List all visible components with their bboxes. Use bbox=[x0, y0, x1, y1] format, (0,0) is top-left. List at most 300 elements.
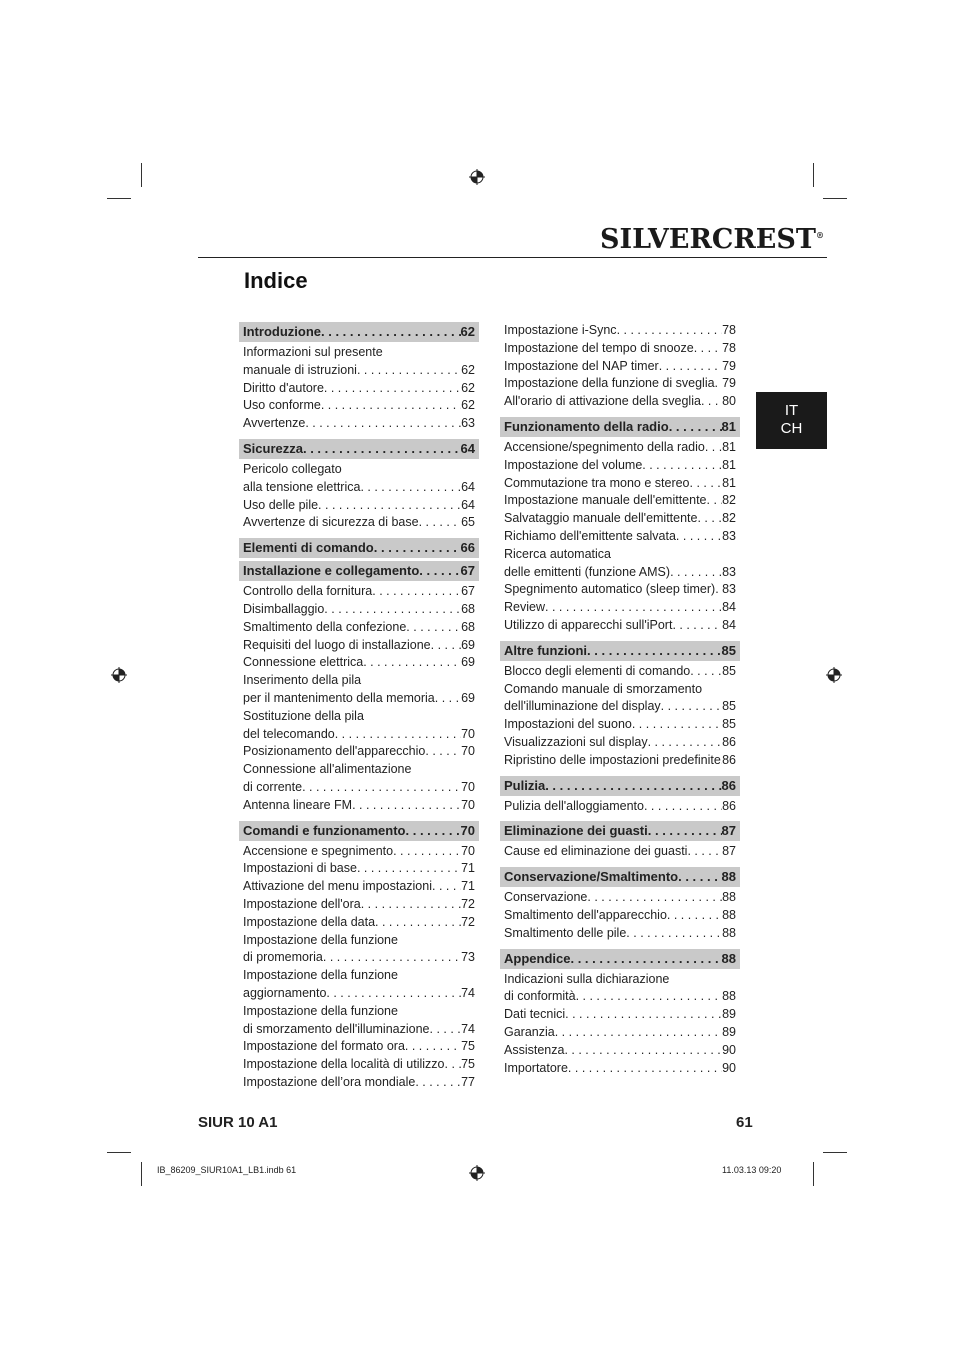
toc-entry bbox=[500, 457, 740, 475]
entry-page: 90 bbox=[722, 1042, 736, 1057]
entry-label-line1: Indicazioni sulla dichiarazione bbox=[504, 971, 670, 986]
toc-entry bbox=[500, 475, 740, 493]
entry-page: 62 bbox=[461, 398, 475, 413]
section-label: Comandi e funzionamento bbox=[243, 822, 406, 838]
toc-entry bbox=[500, 752, 740, 770]
entry-label-line1: Ricerca automatica bbox=[504, 546, 611, 561]
entry-page: 72 bbox=[461, 896, 475, 911]
toc-entry bbox=[239, 344, 479, 380]
entry-page: 74 bbox=[461, 1021, 475, 1036]
section-page: 85 bbox=[721, 642, 736, 658]
crop-mark bbox=[813, 163, 814, 187]
toc-entry bbox=[239, 1003, 479, 1039]
entry-label: di corrente bbox=[243, 779, 303, 794]
leader-dots bbox=[303, 439, 461, 459]
registration-mark-icon bbox=[110, 666, 128, 684]
entry-page: 70 bbox=[461, 744, 475, 759]
entry-page: 86 bbox=[722, 752, 736, 767]
leader-dots bbox=[705, 439, 722, 457]
leader-dots bbox=[576, 988, 723, 1006]
footer-file-name: IB_86209_SIUR10A1_LB1.indb 61 bbox=[157, 1165, 297, 1175]
entry-label: Impostazioni di base bbox=[243, 861, 357, 876]
section-page: 86 bbox=[721, 777, 736, 793]
entry-page: 81 bbox=[722, 475, 736, 490]
entry-page: 88 bbox=[722, 925, 736, 940]
section-label: Pulizia bbox=[504, 777, 546, 793]
entry-label-line1: Connessione all'alimentazione bbox=[243, 762, 412, 777]
toc-entry bbox=[239, 672, 479, 708]
entry-label: Assistenza bbox=[504, 1042, 565, 1057]
leader-dots bbox=[694, 340, 722, 358]
toc-entry bbox=[500, 1024, 740, 1042]
crop-mark bbox=[107, 1152, 131, 1153]
toc-entry bbox=[239, 380, 479, 398]
toc-section-heading bbox=[239, 439, 479, 459]
leader-dots bbox=[690, 663, 722, 681]
leader-dots bbox=[687, 843, 722, 861]
crop-mark bbox=[813, 1162, 814, 1186]
leader-dots bbox=[321, 322, 461, 342]
leader-dots bbox=[425, 743, 461, 761]
header-rule bbox=[198, 257, 827, 258]
page-title: Indice bbox=[244, 268, 308, 293]
entry-page: 79 bbox=[722, 376, 736, 391]
entry-label: Visualizzazioni sul display bbox=[504, 734, 648, 749]
entry-label: Controllo della fornitura bbox=[243, 584, 373, 599]
leader-dots bbox=[568, 1060, 722, 1078]
leader-dots bbox=[626, 925, 722, 943]
toc-entry bbox=[500, 340, 740, 358]
registration-mark-icon bbox=[825, 666, 843, 684]
leader-dots bbox=[659, 358, 722, 376]
footer-page-number: 61 bbox=[736, 1114, 753, 1131]
entry-label: Uso delle pile bbox=[243, 497, 319, 512]
toc-entry bbox=[500, 925, 740, 943]
leader-dots bbox=[406, 619, 461, 637]
toc-entry bbox=[500, 492, 740, 510]
entry-label-line1: Informazioni sul presente bbox=[243, 345, 383, 359]
entry-page: 81 bbox=[722, 439, 736, 454]
entry-page: 69 bbox=[461, 690, 475, 705]
entry-label: Smaltimento delle pile bbox=[504, 925, 627, 940]
entry-page: 84 bbox=[722, 600, 736, 615]
toc-entry bbox=[239, 1056, 479, 1074]
toc-entry bbox=[239, 797, 479, 815]
leader-dots bbox=[670, 564, 722, 582]
toc-entry bbox=[500, 439, 740, 457]
section-page: 70 bbox=[460, 822, 475, 838]
entry-label: Impostazione della data bbox=[243, 914, 376, 929]
crop-mark bbox=[141, 1162, 142, 1186]
section-label: Elementi di comando bbox=[243, 540, 374, 556]
toc-entry bbox=[500, 375, 740, 393]
leader-dots bbox=[545, 776, 721, 796]
leader-dots bbox=[632, 716, 722, 734]
toc-entry bbox=[239, 397, 479, 415]
leader-dots bbox=[357, 860, 461, 878]
entry-page: 78 bbox=[722, 340, 736, 355]
entry-page: 88 bbox=[722, 989, 736, 1004]
entry-label: Conservazione bbox=[504, 890, 588, 905]
leader-dots bbox=[648, 821, 722, 841]
toc-right-column bbox=[500, 322, 740, 1077]
entry-label-line1: Impostazione della funzione bbox=[243, 1003, 398, 1018]
entry-page: 70 bbox=[461, 797, 475, 812]
entry-label: Dati tecnici bbox=[504, 1007, 566, 1022]
entry-label-line1: Impostazione della funzione bbox=[243, 968, 398, 983]
toc-entry bbox=[500, 681, 740, 717]
toc-entry bbox=[239, 654, 479, 672]
crop-mark bbox=[823, 1152, 847, 1153]
entry-label: Utilizzo di apparecchi sull'iPort bbox=[504, 617, 673, 632]
entry-page: 64 bbox=[461, 479, 475, 494]
leader-dots bbox=[419, 561, 460, 581]
entry-label: Ripristino delle impostazioni predefinite bbox=[504, 752, 721, 767]
entry-label: aggiornamento bbox=[243, 985, 327, 1000]
leader-dots bbox=[318, 497, 461, 515]
entry-page: 86 bbox=[722, 734, 736, 749]
entry-page: 71 bbox=[461, 879, 475, 894]
section-label: Sicurezza bbox=[243, 440, 303, 456]
entry-page: 82 bbox=[722, 511, 736, 526]
section-label: Introduzione bbox=[243, 324, 321, 339]
toc-entry bbox=[239, 637, 479, 655]
toc-entry bbox=[500, 581, 740, 599]
leader-dots bbox=[642, 457, 722, 475]
section-page: 64 bbox=[460, 440, 475, 456]
leader-dots bbox=[672, 617, 722, 635]
entry-page: 74 bbox=[461, 985, 475, 1000]
leader-dots bbox=[587, 889, 722, 907]
entry-page: 75 bbox=[461, 1039, 475, 1054]
leader-dots bbox=[374, 538, 461, 558]
toc-entry bbox=[239, 878, 479, 896]
entry-label: manuale di istruzioni bbox=[243, 362, 357, 377]
toc-section-heading bbox=[239, 561, 479, 581]
entry-label: Smaltimento dell'apparecchio bbox=[504, 907, 667, 922]
toc-entry bbox=[500, 889, 740, 907]
entry-page: 73 bbox=[461, 950, 475, 965]
entry-label: Impostazione del formato ora bbox=[243, 1039, 405, 1054]
entry-label: per il mantenimento della memoria bbox=[243, 690, 435, 705]
toc-entry bbox=[500, 798, 740, 816]
crop-mark bbox=[823, 198, 847, 199]
entry-page: 83 bbox=[722, 564, 736, 579]
entry-label-line1: Sostituzione della pila bbox=[243, 708, 364, 723]
leader-dots bbox=[360, 479, 461, 497]
toc-entry bbox=[239, 514, 479, 532]
entry-page: 78 bbox=[722, 323, 736, 337]
entry-page: 85 bbox=[722, 717, 736, 732]
entry-label: Richiamo dell'emittente salvata bbox=[504, 528, 676, 543]
leader-dots bbox=[707, 492, 723, 510]
entry-label: Impostazione dell’ora mondiale bbox=[243, 1074, 416, 1089]
toc-entry bbox=[239, 601, 479, 619]
entry-label: Attivazione del menu impostazioni bbox=[243, 879, 432, 894]
entry-label: di promemoria bbox=[243, 950, 323, 965]
toc-entry bbox=[500, 528, 740, 546]
entry-page: 69 bbox=[461, 655, 475, 670]
section-page: 81 bbox=[721, 418, 736, 434]
leader-dots bbox=[661, 698, 722, 716]
toc-entry bbox=[500, 843, 740, 861]
registration-mark-icon bbox=[468, 1164, 486, 1182]
leader-dots bbox=[323, 949, 461, 967]
leader-dots bbox=[445, 1056, 462, 1074]
entry-page: 70 bbox=[461, 843, 475, 858]
leader-dots bbox=[406, 821, 461, 841]
entry-label: Impostazione del tempo di snooze bbox=[504, 340, 694, 355]
entry-label: Disimballaggio bbox=[243, 601, 325, 616]
leader-dots bbox=[690, 475, 723, 493]
leader-dots bbox=[667, 907, 722, 925]
leader-dots bbox=[715, 581, 722, 599]
entry-label: Connessione elettrica bbox=[243, 655, 364, 670]
leader-dots bbox=[393, 843, 461, 861]
section-page: 67 bbox=[460, 563, 475, 579]
entry-page: 62 bbox=[461, 362, 475, 377]
entry-label: del telecomando bbox=[243, 726, 335, 741]
leader-dots bbox=[357, 362, 461, 380]
leader-dots bbox=[587, 641, 721, 661]
toc-entry bbox=[239, 1074, 479, 1092]
leader-dots bbox=[676, 528, 722, 546]
toc-entry bbox=[500, 617, 740, 635]
toc-section-heading bbox=[239, 322, 479, 342]
crop-mark bbox=[107, 198, 131, 199]
entry-page: 68 bbox=[461, 619, 475, 634]
brand-reg-mark: ® bbox=[815, 230, 824, 240]
leader-dots bbox=[432, 878, 461, 896]
section-label: Installazione e collegamento bbox=[243, 563, 420, 579]
toc-entry bbox=[500, 546, 740, 582]
toc-entry bbox=[500, 734, 740, 752]
leader-dots bbox=[405, 1038, 461, 1056]
toc-section-heading bbox=[500, 821, 740, 841]
toc-entry bbox=[239, 1038, 479, 1056]
entry-page: 80 bbox=[722, 394, 736, 409]
leader-dots bbox=[617, 322, 723, 340]
entry-label: Impostazione della funzione di sveglia bbox=[504, 376, 715, 391]
section-label: Conservazione/Smaltimento bbox=[504, 869, 679, 885]
entry-label: Blocco degli elementi di comando bbox=[504, 663, 691, 678]
entry-label-line1: Inserimento della pila bbox=[243, 673, 362, 688]
toc-entry bbox=[500, 1006, 740, 1024]
leader-dots bbox=[324, 380, 461, 398]
entry-page: 77 bbox=[461, 1074, 475, 1089]
entry-page: 68 bbox=[461, 601, 475, 616]
toc-entry bbox=[239, 967, 479, 1003]
leader-dots bbox=[570, 949, 721, 969]
leader-dots bbox=[669, 417, 722, 437]
leader-dots bbox=[564, 1042, 722, 1060]
section-label: Funzionamento della radio bbox=[504, 418, 669, 434]
entry-label: Accensione/spegnimento della radio bbox=[504, 439, 705, 454]
toc-entry bbox=[239, 619, 479, 637]
brand-logo bbox=[600, 224, 824, 255]
entry-label: Smaltimento della confezione bbox=[243, 619, 407, 634]
entry-page: 85 bbox=[722, 699, 736, 714]
entry-label: Pulizia dell'alloggiamento bbox=[504, 798, 644, 813]
leader-dots bbox=[302, 779, 461, 797]
toc-entry bbox=[500, 599, 740, 617]
leader-dots bbox=[431, 637, 461, 655]
entry-label: Accensione e spegnimento bbox=[243, 843, 394, 858]
entry-label: Salvataggio manuale dell'emittente bbox=[504, 511, 698, 526]
entry-page: 71 bbox=[461, 861, 475, 876]
toc-section-heading bbox=[239, 821, 479, 841]
toc-entry bbox=[239, 932, 479, 968]
toc-entry bbox=[500, 393, 740, 411]
entry-page: 75 bbox=[461, 1057, 475, 1072]
entry-label: Diritto d'autore bbox=[243, 380, 324, 395]
footer-model: SIUR 10 A1 bbox=[198, 1114, 278, 1131]
brand-name: SILVERCREST bbox=[600, 224, 816, 255]
toc-entry bbox=[239, 497, 479, 515]
leader-dots bbox=[555, 1024, 722, 1042]
entry-page: 86 bbox=[722, 798, 736, 813]
entry-label: delle emittenti (funzione AMS) bbox=[504, 564, 671, 579]
toc-entry bbox=[239, 914, 479, 932]
entry-page: 88 bbox=[722, 907, 736, 922]
leader-dots bbox=[697, 510, 722, 528]
crop-mark bbox=[141, 163, 142, 187]
leader-dots bbox=[545, 599, 722, 617]
toc-entry bbox=[500, 663, 740, 681]
entry-label: Review bbox=[504, 600, 545, 615]
entry-page: 84 bbox=[722, 617, 736, 632]
toc-entry bbox=[239, 896, 479, 914]
entry-page: 69 bbox=[461, 637, 475, 652]
toc-entry bbox=[239, 708, 479, 744]
section-page: 88 bbox=[721, 950, 736, 966]
entry-label: Antenna lineare FM bbox=[243, 797, 353, 812]
entry-label: Importatore bbox=[504, 1060, 568, 1075]
toc-entry bbox=[239, 843, 479, 861]
toc-entry bbox=[239, 415, 479, 433]
entry-label: Impostazione del volume bbox=[504, 457, 643, 472]
section-label: Altre funzioni bbox=[504, 642, 588, 658]
leader-dots bbox=[326, 985, 461, 1003]
leader-dots bbox=[644, 798, 722, 816]
toc-entry bbox=[500, 358, 740, 376]
leader-dots bbox=[565, 1006, 722, 1024]
entry-label: Cause ed eliminazione dei guasti bbox=[504, 844, 688, 859]
entry-page: 62 bbox=[461, 380, 475, 395]
toc-entry bbox=[500, 907, 740, 925]
entry-label: dell'illuminazione del display bbox=[504, 699, 661, 714]
entry-label: Uso conforme bbox=[243, 398, 321, 413]
leader-dots bbox=[324, 601, 461, 619]
entry-label-line1: Pericolo collegato bbox=[243, 461, 342, 476]
toc-section-heading bbox=[500, 867, 740, 887]
language-code-ch: CH bbox=[780, 420, 803, 437]
language-code-it: IT bbox=[784, 402, 799, 419]
entry-page: 79 bbox=[722, 358, 736, 373]
section-page: 87 bbox=[721, 823, 736, 839]
leader-dots bbox=[678, 867, 721, 887]
leader-dots bbox=[363, 654, 461, 672]
toc-entry bbox=[500, 1042, 740, 1060]
entry-page: 85 bbox=[722, 663, 736, 678]
toc-section-heading bbox=[500, 776, 740, 796]
leader-dots bbox=[352, 797, 461, 815]
toc-section-heading bbox=[239, 538, 479, 558]
leader-dots bbox=[430, 1021, 462, 1039]
entry-page: 81 bbox=[722, 457, 736, 472]
entry-label: Impostazione del NAP timer bbox=[504, 358, 659, 373]
leader-dots bbox=[419, 514, 462, 532]
entry-label: Garanzia bbox=[504, 1024, 555, 1039]
entry-label: Impostazione manuale dell'emittente bbox=[504, 493, 707, 508]
leader-dots bbox=[435, 690, 461, 708]
entry-label-line1: Comando manuale di smorzamento bbox=[504, 681, 703, 696]
entry-page: 83 bbox=[722, 582, 736, 597]
section-page: 88 bbox=[721, 869, 736, 885]
entry-page: 87 bbox=[722, 844, 736, 859]
entry-label: Commutazione tra mono e stereo bbox=[504, 475, 690, 490]
toc-entry bbox=[239, 761, 479, 797]
section-label: Appendice bbox=[504, 950, 571, 966]
leader-dots bbox=[335, 726, 461, 744]
entry-page: 65 bbox=[461, 515, 475, 530]
registration-mark-icon bbox=[468, 168, 486, 186]
section-page: 66 bbox=[460, 540, 475, 556]
toc-section-heading bbox=[500, 641, 740, 661]
leader-dots bbox=[361, 896, 461, 914]
footer-date-time: 11.03.13 09:20 bbox=[722, 1165, 782, 1175]
toc-section-heading bbox=[500, 417, 740, 437]
entry-label: Impostazione della località di utilizzo bbox=[243, 1057, 445, 1072]
toc-entry bbox=[239, 860, 479, 878]
toc-entry bbox=[500, 716, 740, 734]
entry-page: 83 bbox=[722, 528, 736, 543]
entry-page: 88 bbox=[722, 890, 736, 905]
entry-page: 70 bbox=[461, 726, 475, 741]
entry-page: 90 bbox=[722, 1060, 736, 1075]
toc-section-heading bbox=[500, 949, 740, 969]
entry-page: 63 bbox=[461, 416, 475, 431]
entry-page: 67 bbox=[461, 584, 475, 599]
leader-dots bbox=[305, 415, 461, 433]
toc-entry bbox=[239, 461, 479, 497]
leader-dots bbox=[375, 914, 461, 932]
toc-entry bbox=[500, 510, 740, 528]
toc-entry bbox=[239, 743, 479, 761]
section-label: Eliminazione dei guasti bbox=[504, 823, 648, 839]
entry-label: Requisiti del luogo di installazione bbox=[243, 637, 431, 652]
entry-page: 82 bbox=[722, 493, 736, 508]
entry-label-line1: Impostazione della funzione bbox=[243, 932, 398, 947]
leader-dots bbox=[415, 1074, 461, 1092]
leader-dots bbox=[701, 393, 722, 411]
section-page: 62 bbox=[460, 324, 475, 339]
leader-dots bbox=[321, 397, 461, 415]
entry-label: Spegnimento automatico (sleep timer) bbox=[504, 582, 716, 597]
entry-label: Impostazione i-Sync bbox=[504, 323, 617, 337]
entry-page: 89 bbox=[722, 1024, 736, 1039]
language-tab bbox=[756, 392, 827, 449]
toc-left-column bbox=[239, 322, 479, 1092]
toc-entry bbox=[500, 1060, 740, 1078]
entry-label: di conformità bbox=[504, 989, 576, 1004]
toc-entry bbox=[500, 322, 740, 340]
leader-dots bbox=[372, 583, 461, 601]
toc-entry bbox=[500, 971, 740, 1007]
entry-page: 72 bbox=[461, 914, 475, 929]
entry-label: di smorzamento dell'illuminazione bbox=[243, 1021, 430, 1036]
leader-dots bbox=[715, 375, 723, 393]
